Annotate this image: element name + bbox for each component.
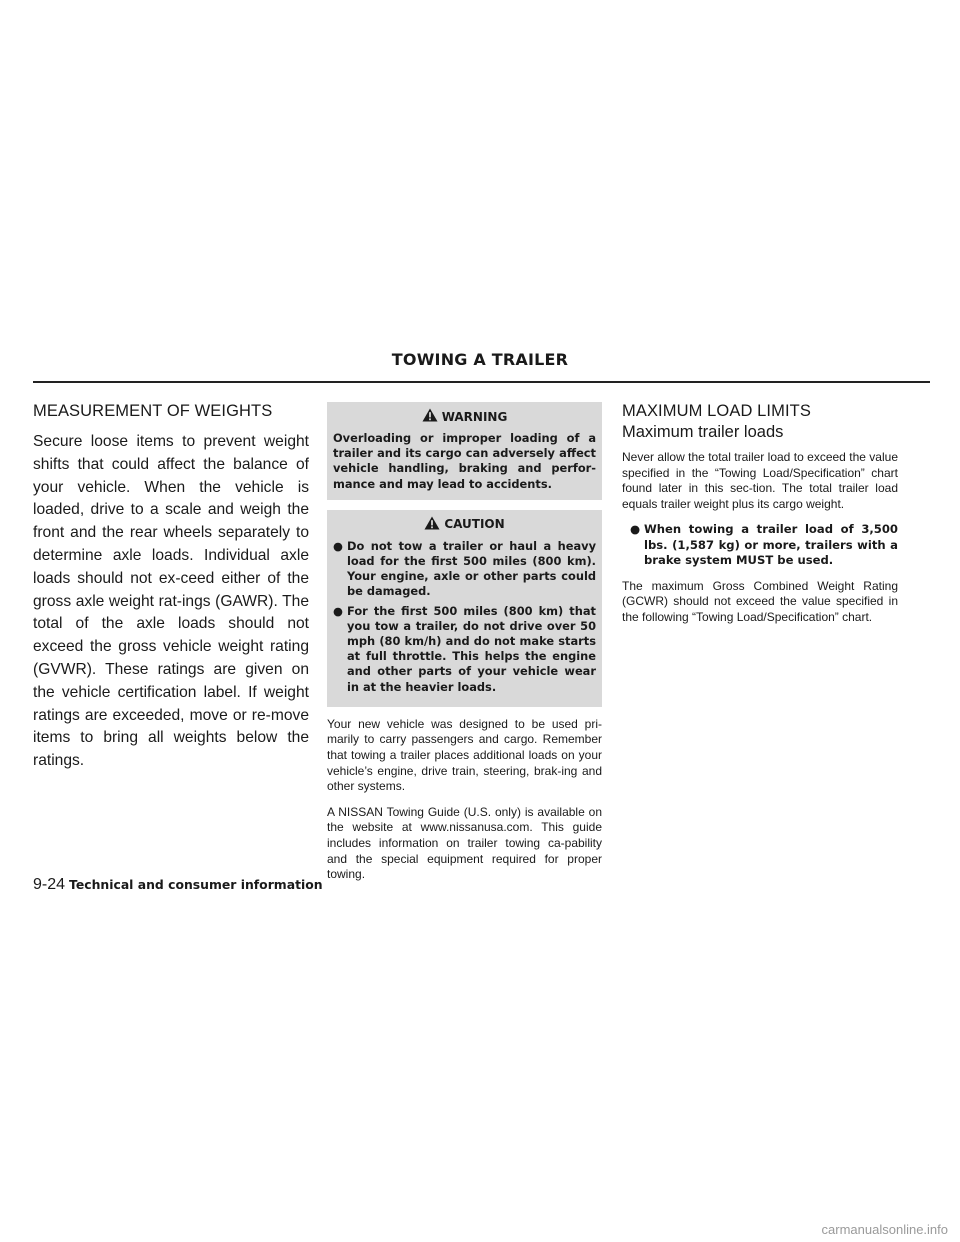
chapter-title: Technical and consumer information xyxy=(69,877,323,892)
caution-item xyxy=(333,604,596,695)
subheading-maximum-trailer-loads: Maximum trailer loads xyxy=(622,423,784,441)
column-warnings xyxy=(327,402,602,893)
page-number: 9-24 xyxy=(33,876,66,893)
caution-list xyxy=(333,539,596,695)
warning-label: WARNING xyxy=(441,409,508,424)
trailer-load-paragraph: Never allow the total trailer load to exceed the value specified in the “Towing Load/Specification” chart found later in this sec-tion. The total trailer load equals trailer weight plus its cargo weight. xyxy=(622,450,898,511)
towing-loads-paragraph: Your new vehicle was designed to be used pri-marily to carry passengers and cargo. Remember that towing a trailer places additional loads on your vehicle’s engine, drive train, steering, brak-ing and other systems. xyxy=(327,716,602,794)
section-title: TOWING A TRAILER xyxy=(391,350,569,369)
caution-item xyxy=(333,539,596,600)
caution-box xyxy=(327,510,602,707)
warning-box xyxy=(327,402,602,500)
gcwr-paragraph: The maximum Gross Combined Weight Rating (GCWR) should not exceed the value specified in the following “Towing Load/Specification” chart. xyxy=(622,578,898,625)
towing-guide-paragraph: A NISSAN Towing Guide (U.S. only) is available on the website at www.nissanusa.com. This guide includes information on trailer towing ca-pability and the special equipment required for proper towing. xyxy=(327,804,602,882)
watermark: carmanualsonline.info xyxy=(821,1222,948,1237)
caution-icon xyxy=(424,516,440,533)
warning-icon xyxy=(422,408,438,425)
header-rule xyxy=(33,381,930,383)
brake-system-text: When towing a trailer load of 3,500 lbs. (1,587 kg) or more, trailers with a brake system MUST be used. xyxy=(644,522,898,568)
warning-header xyxy=(333,408,596,425)
caution-header xyxy=(333,516,596,533)
caution-item-text: Do not tow a trailer or haul a heavy load for the first 500 miles (800 km). Your engine, axle or other parts could be damaged. xyxy=(347,538,596,599)
heading-maximum-load-limits: MAXIMUM LOAD LIMITS xyxy=(622,402,811,420)
brake-system-item xyxy=(630,522,898,569)
column-measurement xyxy=(33,402,309,773)
page-footer xyxy=(33,876,323,894)
column-load-limits xyxy=(622,402,898,636)
bullet-icon: ● xyxy=(333,538,343,553)
warning-text: Overloading or improper loading of a trailer and its cargo can adversely affect vehicle handling, braking and perfor-mance and may lead to accidents. xyxy=(333,431,596,491)
bullet-icon: ● xyxy=(630,522,641,537)
bullet-icon: ● xyxy=(333,603,343,618)
caution-label: CAUTION xyxy=(444,517,505,532)
heading-measurement-of-weights: MEASUREMENT OF WEIGHTS xyxy=(33,402,273,420)
measurement-paragraph: Secure loose items to prevent weight shifts that could affect the balance of your vehicle. When the vehicle is loaded, drive to a scale and weigh the front and the rear wheels separately to determine axle loads. Individual axle loads should not ex-ceed either of the gross axle weight rat-ings (GAWR). The total of the axle loads should not exceed the gross vehicle weight rating (GVWR). These ratings are given on the vehicle certification label. If weight ratings are exceeded, move or re-move items to bring all weights below the ratings. xyxy=(33,433,309,770)
caution-item-text: For the first 500 miles (800 km) that you tow a trailer, do not drive over 50 mph (80 km/h) and do not make starts at full throttle. This helps the engine and other parts of your vehicle wear in at the heavier loads. xyxy=(347,603,596,694)
